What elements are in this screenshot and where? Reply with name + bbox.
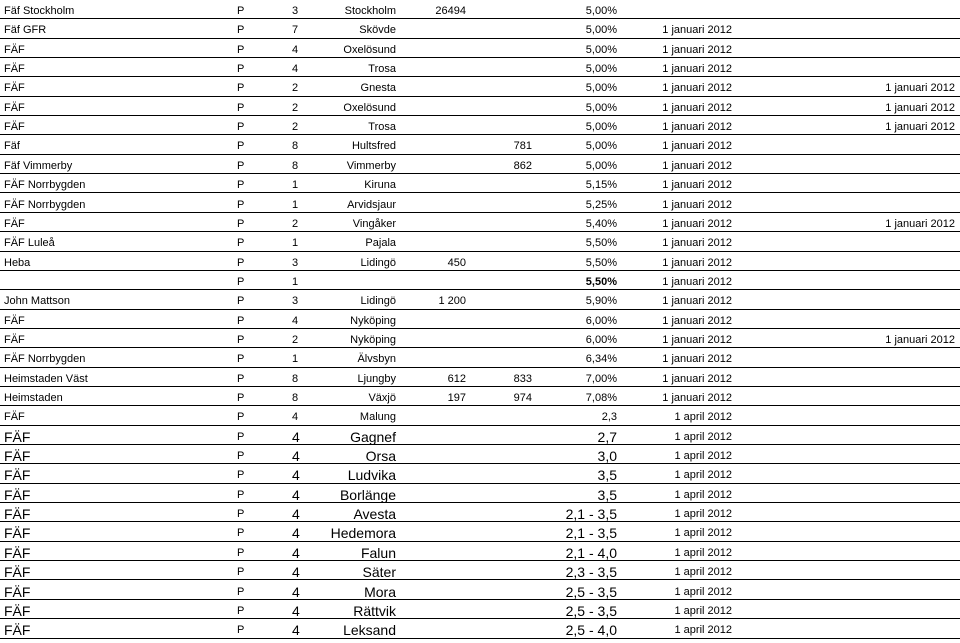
row-p: P bbox=[237, 430, 245, 443]
row-date-1: 1 april 2012 bbox=[674, 411, 732, 424]
row-rate: 5,00% bbox=[585, 24, 617, 37]
row-number: 4 bbox=[292, 525, 300, 542]
table-row bbox=[0, 406, 960, 425]
row-p: P bbox=[237, 101, 245, 114]
row-value-1: 612 bbox=[447, 372, 466, 385]
row-name: FÄF bbox=[4, 43, 25, 56]
row-city: Arvidsjaur bbox=[347, 198, 396, 211]
row-p: P bbox=[237, 121, 245, 134]
row-value-1: 1 200 bbox=[438, 295, 466, 308]
row-p: P bbox=[237, 488, 245, 501]
row-name: FÄF Norrbygden bbox=[4, 179, 86, 192]
row-name: FÄF bbox=[4, 525, 31, 542]
row-p: P bbox=[237, 256, 245, 269]
row-rate: 5,50% bbox=[585, 275, 617, 288]
table-row bbox=[0, 445, 960, 464]
row-date-1: 1 januari 2012 bbox=[662, 24, 732, 37]
row-date-1: 1 januari 2012 bbox=[662, 101, 732, 114]
row-name: Fäf Vimmerby bbox=[4, 159, 73, 172]
table-row bbox=[0, 329, 960, 348]
row-city: Nyköping bbox=[350, 314, 396, 327]
row-date-1: 1 april 2012 bbox=[674, 450, 732, 463]
row-rate: 5,25% bbox=[585, 198, 617, 211]
row-number: 2 bbox=[292, 217, 299, 230]
row-value-2: 974 bbox=[513, 392, 532, 404]
row-number: 8 bbox=[292, 392, 299, 404]
row-rate: 5,00% bbox=[585, 159, 617, 172]
row-rate: 5,50% bbox=[585, 237, 617, 250]
row-name: FÄF bbox=[4, 121, 25, 134]
table-row bbox=[0, 581, 960, 600]
row-date-2: 1 januari 2012 bbox=[885, 217, 955, 230]
row-city: Hultsfred bbox=[351, 140, 396, 153]
table-row bbox=[0, 77, 960, 96]
row-number: 1 bbox=[292, 275, 299, 288]
row-name: FÄF bbox=[4, 333, 25, 346]
row-name: FÄF bbox=[4, 564, 31, 581]
table-row bbox=[0, 484, 960, 503]
row-rate: 7,08% bbox=[585, 392, 617, 404]
row-name: FÄF bbox=[4, 428, 31, 445]
row-number: 2 bbox=[292, 333, 299, 346]
row-date-1: 1 januari 2012 bbox=[662, 217, 732, 230]
row-rate: 5,00% bbox=[585, 82, 617, 95]
row-date-1: 1 januari 2012 bbox=[662, 140, 732, 153]
row-city: Älvsbyn bbox=[357, 353, 396, 366]
row-city: Oxelösund bbox=[343, 101, 396, 114]
row-date-2: 1 januari 2012 bbox=[885, 121, 955, 134]
row-name: FÄF Norrbygden bbox=[4, 353, 86, 366]
row-date-1: 1 januari 2012 bbox=[662, 295, 732, 308]
row-name: FÄF bbox=[4, 314, 25, 327]
row-city: Gnesta bbox=[360, 82, 396, 95]
row-number: 2 bbox=[292, 121, 299, 134]
row-number: 4 bbox=[292, 314, 299, 327]
row-name: Heimstaden bbox=[4, 392, 63, 404]
row-name: FÄF Luleå bbox=[4, 237, 55, 250]
row-number: 4 bbox=[292, 564, 300, 581]
table-row bbox=[0, 561, 960, 580]
row-p: P bbox=[237, 43, 245, 56]
table-row bbox=[0, 503, 960, 522]
row-city: Oxelösund bbox=[343, 43, 396, 56]
row-name: FÄF bbox=[4, 486, 31, 503]
table-row bbox=[0, 368, 960, 387]
row-name: FÄF bbox=[4, 544, 31, 561]
row-date-1: 1 januari 2012 bbox=[662, 159, 732, 172]
row-p: P bbox=[237, 604, 245, 617]
row-name: FÄF bbox=[4, 411, 25, 424]
table-row bbox=[0, 213, 960, 232]
row-date-2: 1 januari 2012 bbox=[885, 101, 955, 114]
row-name: FÄF bbox=[4, 583, 31, 600]
row-date-1: 1 januari 2012 bbox=[662, 333, 732, 346]
row-number: 1 bbox=[292, 179, 299, 192]
row-date-2: 1 januari 2012 bbox=[885, 333, 955, 346]
row-date-1: 1 april 2012 bbox=[674, 566, 732, 579]
table-row bbox=[0, 194, 960, 213]
row-p: P bbox=[237, 566, 245, 579]
row-rate: 2,1 - 3,5 bbox=[565, 506, 617, 523]
row-p: P bbox=[237, 159, 245, 172]
row-date-1: 1 januari 2012 bbox=[662, 372, 732, 385]
table-row bbox=[0, 542, 960, 561]
row-value-2: 833 bbox=[513, 372, 532, 385]
row-number: 8 bbox=[292, 159, 299, 172]
row-city: Leksand bbox=[343, 622, 396, 639]
row-rate: 2,3 bbox=[601, 411, 617, 424]
row-number: 1 bbox=[292, 353, 299, 366]
row-rate: 6,00% bbox=[585, 333, 617, 346]
row-name: Fäf bbox=[4, 140, 20, 153]
row-city: Pajala bbox=[365, 237, 396, 250]
row-city: Avesta bbox=[353, 506, 396, 523]
row-number: 8 bbox=[292, 140, 299, 153]
row-number: 4 bbox=[292, 63, 299, 76]
row-p: P bbox=[237, 450, 245, 463]
row-rate: 7,00% bbox=[585, 372, 617, 385]
row-value-1: 197 bbox=[447, 392, 466, 404]
table-row bbox=[0, 97, 960, 116]
row-p: P bbox=[237, 295, 245, 308]
row-p: P bbox=[237, 624, 245, 637]
row-value-1: 450 bbox=[447, 256, 466, 269]
row-p: P bbox=[237, 508, 245, 521]
table-row bbox=[0, 310, 960, 329]
row-rate: 2,1 - 3,5 bbox=[565, 525, 617, 542]
table-row bbox=[0, 348, 960, 367]
table-row bbox=[0, 232, 960, 251]
row-date-1: 1 april 2012 bbox=[674, 527, 732, 540]
row-name: FÄF bbox=[4, 101, 25, 114]
row-rate: 5,00% bbox=[585, 5, 617, 17]
row-rate: 5,00% bbox=[585, 140, 617, 153]
row-number: 1 bbox=[292, 237, 299, 250]
row-rate: 2,5 - 3,5 bbox=[565, 583, 617, 600]
row-name: FÄF bbox=[4, 602, 31, 619]
row-date-1: 1 januari 2012 bbox=[662, 237, 732, 250]
row-p: P bbox=[237, 24, 245, 37]
row-p: P bbox=[237, 237, 245, 250]
row-rate: 6,00% bbox=[585, 314, 617, 327]
row-p: P bbox=[237, 469, 245, 482]
table-row bbox=[0, 522, 960, 541]
row-date-1: 1 januari 2012 bbox=[662, 314, 732, 327]
row-city: Falun bbox=[360, 544, 396, 561]
table-row bbox=[0, 600, 960, 619]
row-name: FÄF bbox=[4, 63, 25, 76]
row-rate: 3,0 bbox=[597, 448, 617, 465]
row-p: P bbox=[237, 333, 245, 346]
row-name: Fäf GFR bbox=[4, 24, 47, 37]
row-date-1: 1 januari 2012 bbox=[662, 82, 732, 95]
row-rate: 2,3 - 3,5 bbox=[565, 564, 617, 581]
table-row bbox=[0, 619, 960, 638]
row-number: 3 bbox=[292, 256, 299, 269]
row-p: P bbox=[237, 275, 245, 288]
row-number: 4 bbox=[292, 467, 300, 484]
row-rate: 2,7 bbox=[597, 428, 617, 445]
row-name: Heimstaden Väst bbox=[4, 372, 88, 385]
row-date-1: 1 april 2012 bbox=[674, 624, 732, 637]
table-row bbox=[0, 174, 960, 193]
row-name: Heba bbox=[4, 256, 31, 269]
row-name: FÄF bbox=[4, 82, 25, 95]
row-city: Trosa bbox=[368, 121, 396, 134]
row-rate: 5,15% bbox=[585, 179, 617, 192]
row-date-1: 1 januari 2012 bbox=[662, 353, 732, 366]
row-number: 3 bbox=[292, 5, 299, 17]
table-row bbox=[0, 116, 960, 135]
row-p: P bbox=[237, 63, 245, 76]
row-p: P bbox=[237, 411, 245, 424]
row-value-2: 862 bbox=[513, 159, 532, 172]
row-rate: 5,40% bbox=[585, 217, 617, 230]
row-city: Stockholm bbox=[344, 5, 396, 17]
table-row bbox=[0, 0, 960, 19]
row-city: Lidingö bbox=[360, 256, 396, 269]
row-city: Växjö bbox=[368, 392, 396, 404]
row-p: P bbox=[237, 5, 245, 17]
row-p: P bbox=[237, 372, 245, 385]
row-number: 4 bbox=[292, 583, 300, 600]
row-city: Vingåker bbox=[352, 217, 396, 230]
row-rate: 5,00% bbox=[585, 121, 617, 134]
row-p: P bbox=[237, 353, 245, 366]
row-p: P bbox=[237, 140, 245, 153]
row-city: Mora bbox=[364, 583, 396, 600]
row-rate: 5,90% bbox=[585, 295, 617, 308]
row-name: FÄF bbox=[4, 448, 31, 465]
row-number: 4 bbox=[292, 486, 300, 503]
row-rate: 3,5 bbox=[597, 467, 617, 484]
row-city: Hedemora bbox=[330, 525, 396, 542]
row-date-1: 1 januari 2012 bbox=[662, 121, 732, 134]
row-number: 2 bbox=[292, 101, 299, 114]
row-city: Lidingö bbox=[360, 295, 396, 308]
row-number: 8 bbox=[292, 372, 299, 385]
row-p: P bbox=[237, 179, 245, 192]
row-city: Borlänge bbox=[339, 486, 396, 503]
table-row bbox=[0, 426, 960, 445]
row-rate: 2,5 - 3,5 bbox=[565, 602, 617, 619]
row-date-1: 1 januari 2012 bbox=[662, 198, 732, 211]
row-city: Säter bbox=[362, 564, 396, 581]
row-city: Orsa bbox=[365, 448, 396, 465]
row-date-1: 1 april 2012 bbox=[674, 604, 732, 617]
row-date-1: 1 januari 2012 bbox=[662, 256, 732, 269]
table-row bbox=[0, 464, 960, 483]
row-date-1: 1 april 2012 bbox=[674, 585, 732, 598]
row-p: P bbox=[237, 198, 245, 211]
table-row bbox=[0, 39, 960, 58]
table-row bbox=[0, 135, 960, 154]
row-rate: 2,5 - 4,0 bbox=[565, 622, 617, 639]
row-name: Fäf Stockholm bbox=[4, 5, 75, 17]
row-value-2: 781 bbox=[513, 140, 532, 153]
row-value-1: 26494 bbox=[435, 5, 466, 17]
row-p: P bbox=[237, 82, 245, 95]
row-city: Kiruna bbox=[364, 179, 396, 192]
row-number: 4 bbox=[292, 428, 300, 445]
row-rate: 5,00% bbox=[585, 43, 617, 56]
row-rate: 5,00% bbox=[585, 63, 617, 76]
row-city: Skövde bbox=[359, 24, 396, 37]
row-city: Trosa bbox=[368, 63, 396, 76]
table-row bbox=[0, 387, 960, 406]
row-number: 4 bbox=[292, 602, 300, 619]
row-date-1: 1 april 2012 bbox=[674, 469, 732, 482]
row-number: 1 bbox=[292, 198, 299, 211]
row-rate: 5,50% bbox=[585, 256, 617, 269]
row-name: FÄF Norrbygden bbox=[4, 198, 86, 211]
row-number: 7 bbox=[292, 24, 299, 37]
row-number: 4 bbox=[292, 411, 299, 424]
row-number: 2 bbox=[292, 82, 299, 95]
table-row bbox=[0, 19, 960, 38]
row-p: P bbox=[237, 314, 245, 327]
row-number: 4 bbox=[292, 622, 300, 639]
row-city: Ludvika bbox=[347, 467, 396, 484]
row-name: FÄF bbox=[4, 506, 31, 523]
row-number: 4 bbox=[292, 43, 299, 56]
row-city: Nyköping bbox=[350, 333, 396, 346]
row-date-1: 1 april 2012 bbox=[674, 546, 732, 559]
row-date-1: 1 april 2012 bbox=[674, 508, 732, 521]
row-rate: 3,5 bbox=[597, 486, 617, 503]
row-date-1: 1 januari 2012 bbox=[662, 275, 732, 288]
table-row bbox=[0, 252, 960, 271]
row-city: Gagnef bbox=[350, 428, 396, 445]
table-row bbox=[0, 271, 960, 290]
row-name: FÄF bbox=[4, 467, 31, 484]
row-p: P bbox=[237, 546, 245, 559]
row-date-1: 1 april 2012 bbox=[674, 488, 732, 501]
row-number: 3 bbox=[292, 295, 299, 308]
row-number: 4 bbox=[292, 448, 300, 465]
row-date-2: 1 januari 2012 bbox=[885, 82, 955, 95]
row-name: FÄF bbox=[4, 622, 31, 639]
table-row bbox=[0, 155, 960, 174]
row-name: FÄF bbox=[4, 217, 25, 230]
row-rate: 5,00% bbox=[585, 101, 617, 114]
row-number: 4 bbox=[292, 544, 300, 561]
row-number: 4 bbox=[292, 506, 300, 523]
row-date-1: 1 januari 2012 bbox=[662, 179, 732, 192]
row-date-1: 1 januari 2012 bbox=[662, 392, 732, 404]
row-p: P bbox=[237, 392, 245, 404]
row-city: Rättvik bbox=[353, 602, 396, 619]
row-date-1: 1 januari 2012 bbox=[662, 43, 732, 56]
row-name: John Mattson bbox=[4, 295, 71, 308]
table-row bbox=[0, 58, 960, 77]
row-city: Vimmerby bbox=[346, 159, 396, 172]
row-p: P bbox=[237, 217, 245, 230]
row-rate: 2,1 - 4,0 bbox=[565, 544, 617, 561]
table-row bbox=[0, 290, 960, 309]
row-city: Ljungby bbox=[357, 372, 396, 385]
row-city: Malung bbox=[359, 411, 396, 424]
row-p: P bbox=[237, 585, 245, 598]
row-p: P bbox=[237, 527, 245, 540]
row-rate: 6,34% bbox=[585, 353, 617, 366]
row-date-1: 1 april 2012 bbox=[674, 430, 732, 443]
row-date-1: 1 januari 2012 bbox=[662, 63, 732, 76]
